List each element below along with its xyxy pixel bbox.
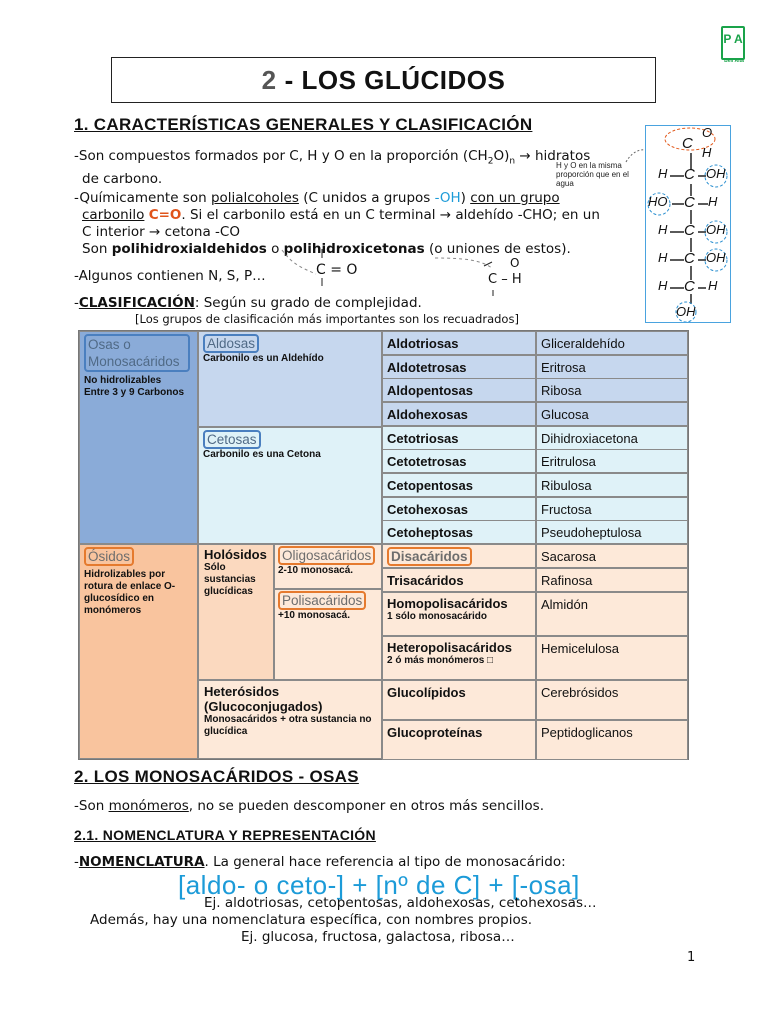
p2-text-f: (o uniones de estos). <box>424 241 571 257</box>
disac-label: Disacáridos <box>387 547 472 566</box>
clasificacion-label: CLASIFICACIÓN <box>78 295 195 311</box>
disac-example: Sacarosa <box>536 544 688 568</box>
mol-row-right: OH <box>706 166 726 181</box>
mol-o-top: O <box>702 125 713 140</box>
p2-con-grupo: con un grupo <box>470 190 560 206</box>
monosac-example: Dihidroxiacetona <box>536 426 688 450</box>
mol-row-carbon: C <box>684 222 695 239</box>
p2-text-c: ) <box>460 190 471 206</box>
glucose-molecule <box>645 125 731 323</box>
aldehyde-ch: C – H <box>488 272 522 287</box>
logo <box>721 26 745 64</box>
heterosidos-label: Heterósidos <box>204 684 280 699</box>
osidos-label: Ósidos <box>84 547 134 566</box>
section2-paragraph1 <box>74 798 544 815</box>
carbonyl-drawings <box>270 218 520 298</box>
nom-label: NOMENCLATURA <box>78 854 205 870</box>
monosac-example: Eritrosa <box>536 355 688 379</box>
mol-row-right: OH <box>706 222 726 237</box>
heterosidos-label2: (Glucoconjugados) <box>204 699 323 714</box>
monosac-type: Aldopentosas <box>382 378 536 402</box>
nom-rest: . La general hace referencia al tipo de monosacárido: <box>204 854 566 870</box>
logo-caption: Bell Alta <box>724 58 744 64</box>
mol-c1: C <box>682 135 693 152</box>
osas-desc2: Entre 3 y 9 Carbonos <box>84 387 185 398</box>
monosac-type: Cetohexosas <box>382 497 536 521</box>
monosac-type: Aldohexosas <box>382 402 536 426</box>
p2-text-a: -Químicamente son <box>74 190 211 206</box>
p2-polihidroxialdehidos: polihidroxialdehidos <box>111 241 267 257</box>
monosac-type: Cetoheptosas <box>382 520 536 544</box>
page-number: 1 <box>687 950 696 965</box>
example-2: Ej. glucosa, fructosa, galactosa, ribosa… <box>241 929 515 945</box>
poli-desc: +10 monosacá. <box>278 610 350 621</box>
nomenclature-formula: [aldo- o ceto-] + [nº de C] + [-osa] <box>178 870 580 900</box>
holosidos-label: Holósidos <box>204 547 267 562</box>
monosac-type: Cetotetrosas <box>382 449 536 473</box>
homopoli-label: Homopolisacáridos <box>387 596 508 611</box>
poli-label: Polisacáridos <box>278 591 366 610</box>
nom-dash: - <box>74 854 79 870</box>
mol-row-right: H <box>708 194 718 209</box>
mol-row-carbon: C <box>684 250 695 267</box>
p1-text-a: -Son compuestos formados por C, H y O en la proporción (CH <box>74 148 488 164</box>
homopoli-example: Almidón <box>536 592 688 636</box>
cetosas-cell <box>198 427 382 544</box>
mol-row-left: H <box>658 250 668 265</box>
molecule-note: H y O en la misma proporción que en el agua <box>556 161 629 188</box>
monosac-example: Gliceraldehído <box>536 331 688 355</box>
heteropoli-label: Heteropolisacáridos <box>387 640 512 655</box>
p1-subn: n <box>509 156 516 167</box>
holosidos-cell <box>198 544 274 680</box>
gluco-type: Glucolípidos <box>382 680 536 720</box>
p2-polihidroxicetonas: polihidroxicetonas <box>283 241 425 257</box>
title-number: 2 <box>261 64 277 95</box>
mol-row-right: H <box>708 278 718 293</box>
heteropoli-desc: 2 ó más monómeros □ <box>387 655 494 666</box>
heteropoli-cell <box>382 636 536 680</box>
aldosas-cell <box>198 331 382 427</box>
mol-h-ald: H <box>702 145 712 160</box>
monosac-example: Glucosa <box>536 402 688 426</box>
mol-row-left: HO <box>648 194 668 209</box>
p2-text-d: . Si el carbonilo está en un C terminal → aldehído -CHO; en un <box>181 207 600 223</box>
homopoli-cell <box>382 592 536 636</box>
classification-table <box>78 330 689 760</box>
osas-cell <box>79 331 198 544</box>
p4-rest: : Según su grado de complejidad. <box>194 295 422 311</box>
heterosidos-cell <box>198 680 382 759</box>
nomenclatura-paragraph <box>74 854 566 871</box>
section2-heading: 2. LOS MONOSACÁRIDOS - OSAS <box>74 767 359 786</box>
arrow-to-aldehyde <box>435 258 492 268</box>
gluco-example: Cerebrósidos <box>536 680 688 720</box>
trisac-example: Rafinosa <box>536 568 688 592</box>
trisac-label: Trisacáridos <box>382 568 536 592</box>
p1-sub: 2 <box>487 156 494 167</box>
heteropoli-example: Hemicelulosa <box>536 636 688 680</box>
monosac-type: Cetotriosas <box>382 426 536 450</box>
homopoli-desc: 1 sólo monosacárido <box>387 611 488 622</box>
p2-text-e: C interior → cetona -CO <box>82 224 240 240</box>
osas-label: Osas o Monosacáridos <box>84 334 190 372</box>
osidos-desc: Hidrolizables por rotura de enlace O-glucosídico en monómeros <box>84 569 176 616</box>
ketone-label: C = O <box>316 262 358 278</box>
aldehyde-o: O <box>510 256 520 270</box>
p2-oh: -OH <box>434 190 461 206</box>
s2-p1-b: , no se pueden descomponer en otros más sencillos. <box>188 798 544 814</box>
s2-monomeros: monómeros <box>108 798 189 814</box>
cetosas-label: Cetosas <box>203 430 261 449</box>
title-text: - LOS GLÚCIDOS <box>284 64 506 95</box>
cetosas-desc: Carbonilo es una Cetona <box>203 449 321 460</box>
disac-cell <box>382 544 536 568</box>
mol-row-carbon: C <box>684 278 695 295</box>
gluco-type: Glucoproteínas <box>382 720 536 760</box>
mol-row-left: H <box>658 278 668 293</box>
mol-row-carbon: C <box>684 194 695 211</box>
osas-desc1: No hidrolizables <box>84 375 162 386</box>
monosac-type: Aldotetrosas <box>382 355 536 379</box>
section1-paragraph3: -Algunos contienen N, S, P… <box>74 268 266 284</box>
oligo-label: Oligosacáridos <box>278 546 375 565</box>
p2-co: C=O <box>148 207 182 223</box>
subsection-heading: 2.1. NOMENCLATURA Y REPRESENTACIÓN <box>74 827 376 843</box>
heterosidos-desc: Monosacáridos + otra sustancia no glucídica <box>204 714 372 737</box>
osidos-cell <box>79 544 198 759</box>
section1-paragraph4 <box>74 295 422 312</box>
holosidos-desc: Sólo sustancias glucídicas <box>204 562 256 597</box>
example-1: Ej. aldotriosas, cetopentosas, aldohexosas, cetohexosas… <box>204 895 597 911</box>
p2-o: o <box>266 241 284 257</box>
monosac-example: Pseudoheptulosa <box>536 520 688 544</box>
monosac-example: Fructosa <box>536 497 688 521</box>
section1-heading: 1. CARACTERÍSTICAS GENERALES Y CLASIFICACIÓN <box>74 115 533 134</box>
monosac-example: Ribulosa <box>536 473 688 497</box>
logo-text: P A <box>723 32 743 46</box>
p2-son: Son <box>82 241 112 257</box>
p1-text-b: O) <box>493 148 510 164</box>
p1-text-c: → hidratos <box>515 148 591 164</box>
p2-carbonilo: carbonilo <box>82 207 145 223</box>
p1-text-d: de carbono. <box>82 170 163 187</box>
gluco-example: Peptidoglicanos <box>536 720 688 760</box>
clasificacion-note: [Los grupos de clasificación más importantes son los recuadrados] <box>135 312 519 326</box>
p2-text-b: (C unidos a grupos <box>298 190 435 206</box>
arrow-to-ketone <box>282 250 316 274</box>
mol-row-left: H <box>658 222 668 237</box>
monosac-example: Ribosa <box>536 378 688 402</box>
section1-paragraph1 <box>74 148 634 188</box>
p2-polialcoholes: polialcoholes <box>210 190 299 206</box>
p4-dash: - <box>74 295 79 311</box>
monosac-example: Eritrulosa <box>536 449 688 473</box>
mol-row-left: H <box>658 166 668 181</box>
aldosas-desc: Carbonilo es un Aldehído <box>203 353 324 364</box>
page-title <box>111 57 656 103</box>
oligo-desc: 2-10 monosacá. <box>278 565 354 576</box>
s2-p1-a: -Son <box>74 798 109 814</box>
ademas-text: Además, hay una nomenclatura específica, con nombres propios. <box>90 912 533 928</box>
poli-cell <box>274 589 382 680</box>
aldosas-label: Aldosas <box>203 334 259 353</box>
mol-row-right: OH <box>706 250 726 265</box>
mol-row-carbon: C <box>684 166 695 183</box>
oligo-cell <box>274 544 382 589</box>
monosac-type: Aldotriosas <box>382 331 536 355</box>
mol-oh-bottom: OH <box>676 304 696 319</box>
monosac-type: Cetopentosas <box>382 473 536 497</box>
